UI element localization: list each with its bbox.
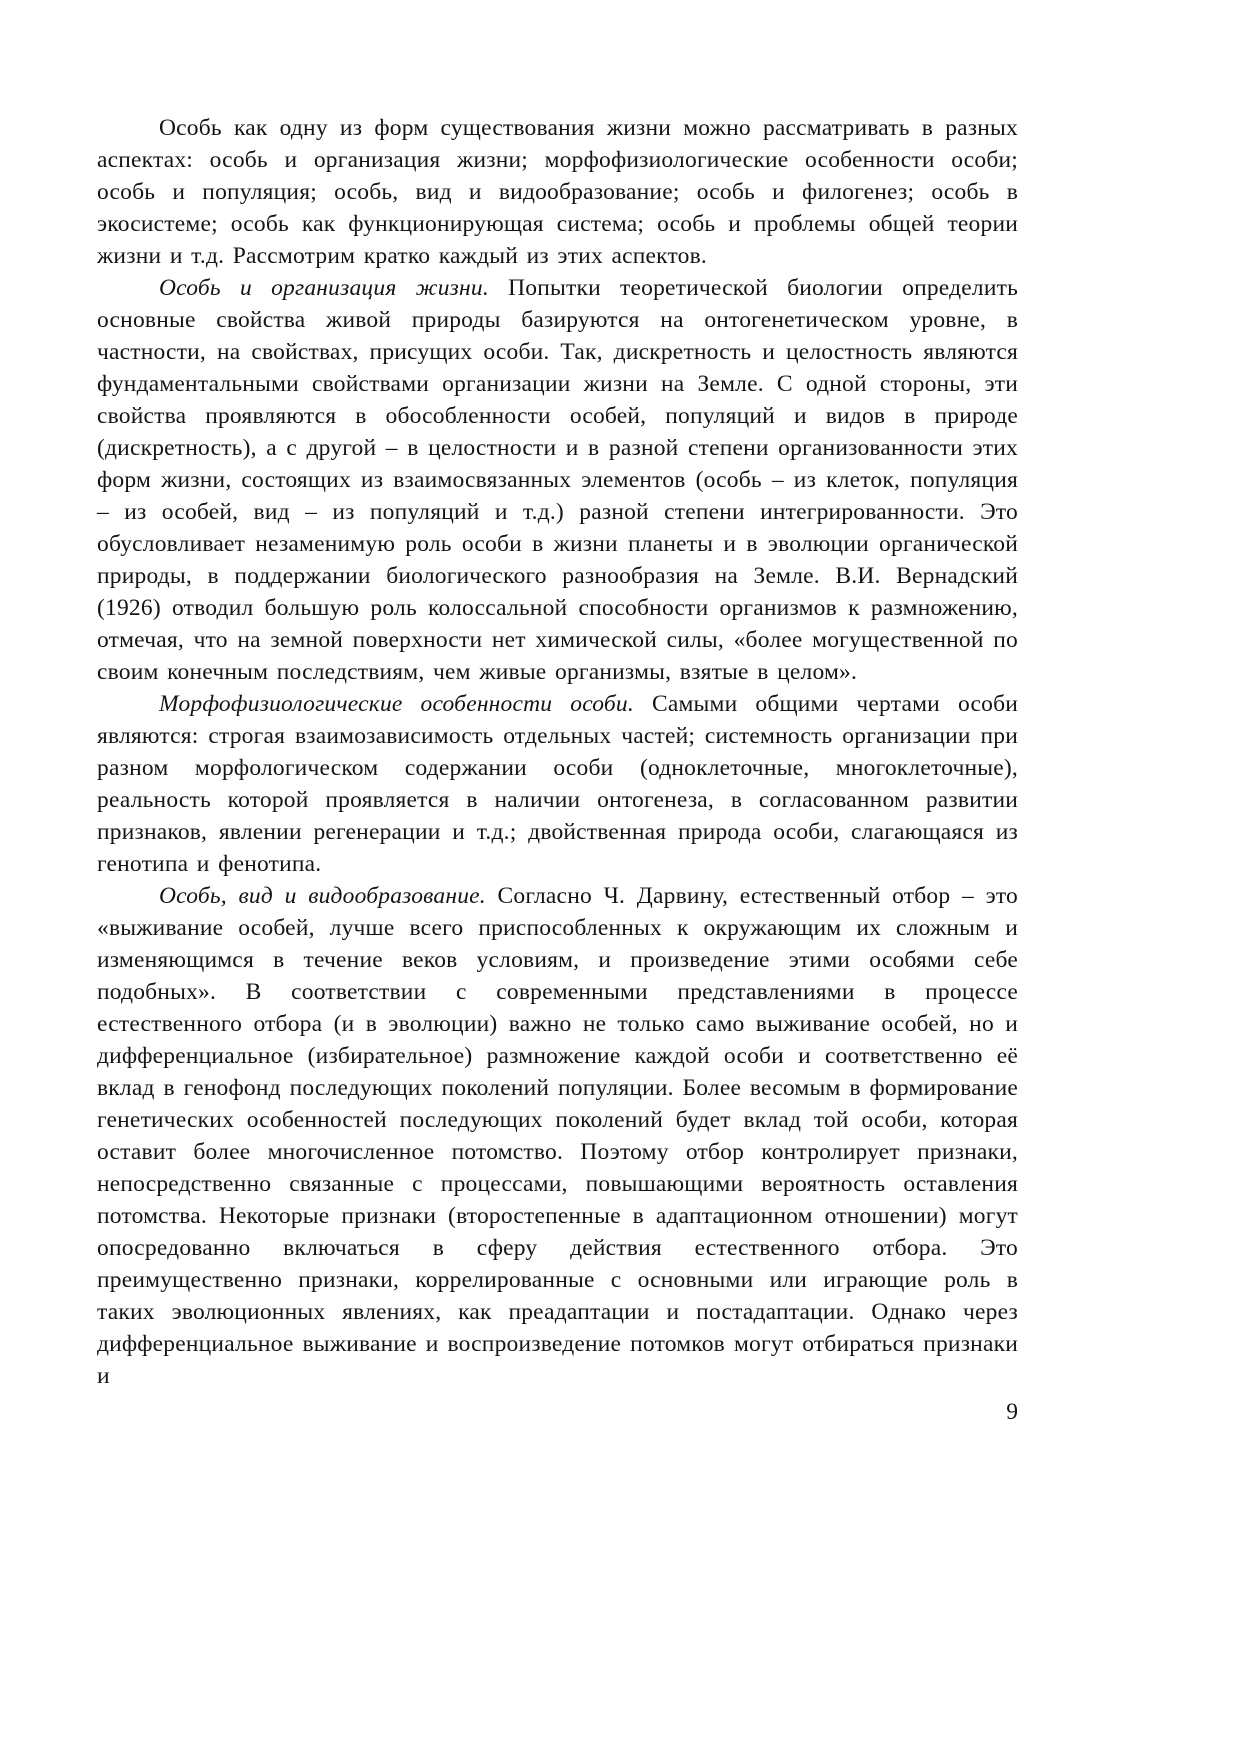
paragraph-lead: Морфофизиологические особенности особи. <box>159 691 634 717</box>
paragraph-life-organization <box>97 272 1018 688</box>
paragraph-lead: Особь и организация жизни. <box>159 275 489 301</box>
paragraph-lead: Особь, вид и видообразование. <box>159 883 486 909</box>
paragraph-intro <box>97 112 1018 272</box>
paragraph-text: Самыми общими чертами особи являются: строгая взаимозависимость отдельных частей; системность организации при разном морфологическом содержании особи (одноклеточные, многоклеточные), реальность которой проявляется в наличии онтогенеза, в согласованном развитии признаков, явлении регенерации и т.д.; двойственная природа особи, слагающаяся из генотипа и фенотипа. <box>97 691 1018 877</box>
document-page <box>97 112 1018 1392</box>
paragraph-text: Особь как одну из форм существования жизни можно рассматривать в разных аспектах: особь и организация жизни; морфофизиологические особенности особи; особь и популяция; особь, вид и видообразование; особь и филогенез; особь в экосистеме; особь как функционирующая система; особь и проблемы общей теории жизни и т.д. Рассмотрим кратко каждый из этих аспектов. <box>97 115 1018 269</box>
page-number: 9 <box>1006 1399 1018 1425</box>
paragraph-text: Попытки теоретической биологии определить основные свойства живой природы базируются на онтогенетическом уровне, в частности, на свойствах, присущих особи. Так, дискретность и целостность являются фундаментальными свойствами организации жизни на Земле. С одной стороны, эти свойства проявляются в обособленности особей, популяций и видов в природе (дискретность), а с другой – в целостности и в разной степени организованности этих форм жизни, состоящих из взаимосвязанных элементов (особь – из клеток, популяция – из особей, вид – из популяций и т.д.) разной степени интегрированности. Это обусловливает незаменимую роль особи в жизни планеты и в эволюции органической природы, в поддержании биологического разнообразия на Земле. В.И. Вернадский (1926) отводил большую роль колоссальной способности организмов к размножению, отмечая, что на земной поверхности нет химической силы, «более могущественной по своим конечным последствиям, чем живые организмы, взятые в целом». <box>97 275 1018 685</box>
paragraph-species-formation <box>97 880 1018 1392</box>
paragraph-morphophysiological <box>97 688 1018 880</box>
paragraph-text: Согласно Ч. Дарвину, естественный отбор – это «выживание особей, лучше всего приспособленных к окружающим их сложным и изменяющимся в течение веков условиям, и произведение этими особями себе подобных». В соответствии с современными представлениями в процессе естественного отбора (и в эволюции) важно не только само выживание особей, но и дифференциальное (избирательное) размножение каждой особи и соответственно её вклад в генофонд последующих поколений популяции. Более весомым в формирование генетических особенностей последующих поколений будет вклад той особи, которая оставит более многочисленное потомство. Поэтому отбор контролирует признаки, непосредственно связанные с процессами, повышающими вероятность оставления потомства. Некоторые признаки (второстепенные в адаптационном отношении) могут опосредованно включаться в сферу действия естественного отбора. Это преимущественно признаки, коррелированные с основными или играющие роль в таких эволюционных явлениях, как преадаптации и постадаптации. Однако через дифференциальное выживание и воспроизведение потомков могут отбираться признаки и <box>97 883 1018 1389</box>
